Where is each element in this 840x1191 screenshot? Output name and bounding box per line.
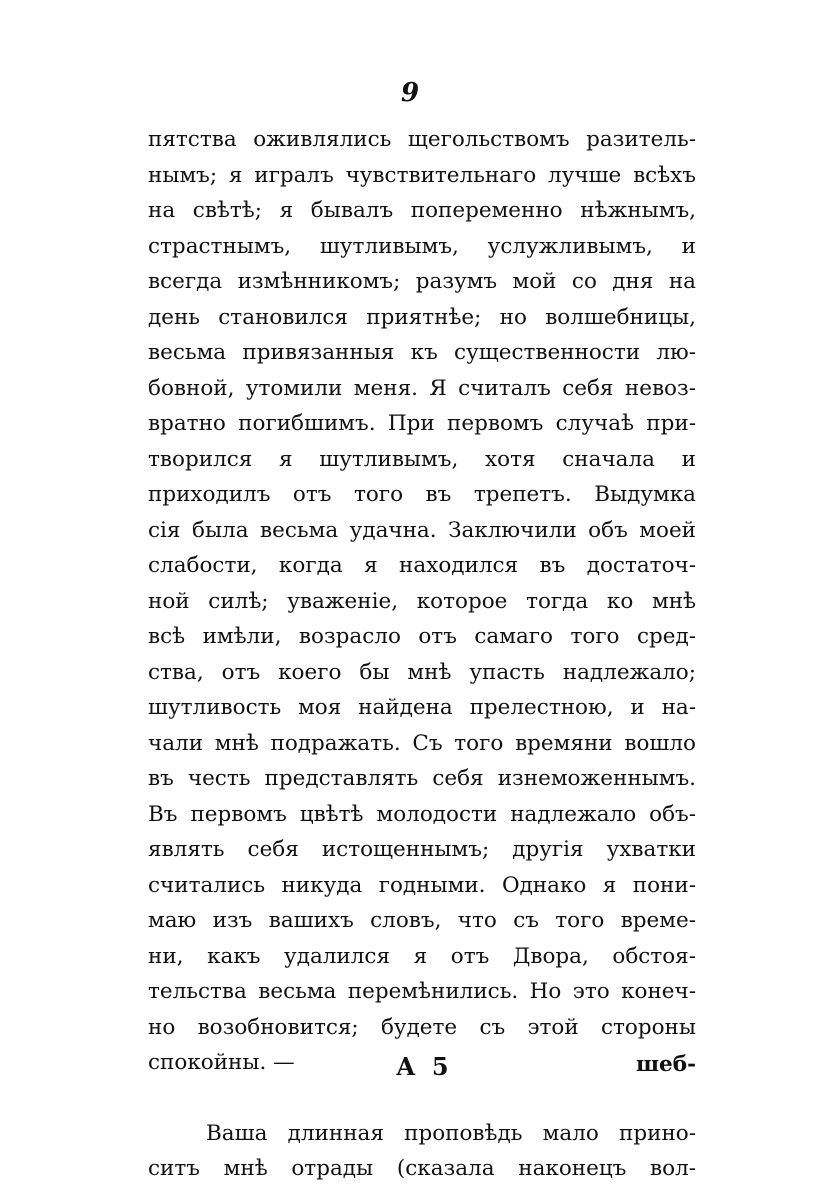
text-line: Въ первомъ цвѣтѣ молодости надлежало объ- (148, 801, 696, 827)
text-line: но возобновится; будете съ этой стороны (148, 1014, 696, 1040)
text-line: тельства весьма перемѣнились. Но это конеч- (148, 979, 696, 1004)
text-line: всѣ имѣли, возрасло отъ самаго того сред- (148, 624, 696, 649)
paragraph-1 (148, 122, 696, 1081)
paragraph-2 (148, 1116, 696, 1187)
text-line: ситъ мнѣ отрады (сказала наконецъ вол- (148, 1156, 696, 1181)
text-line: страстнымъ, шутливымъ, услужливымъ, и (148, 233, 696, 259)
text-line: пятства оживлялись щегольствомъ разитель- (148, 127, 696, 152)
page-footer (148, 1052, 696, 1088)
text-line: сія была весьма удачна. Заключили объ моей (148, 517, 696, 543)
text-line: вратно погибшимъ. При первомъ случаѣ при- (148, 411, 696, 436)
text-line: весьма привязанныя къ существенности лю- (148, 340, 696, 365)
text-line: ной силѣ; уваженіе, которое тогда ко мнѣ (148, 588, 696, 614)
text-line: творился я шутливымъ, хотя сначала и (148, 446, 696, 472)
text-line: являть себя истощеннымъ; другія ухватки (148, 837, 696, 862)
text-line: слабости, когда я находился въ достаточ- (148, 553, 696, 578)
catchword: шеб- (635, 1052, 696, 1077)
text-line: спокойны. — (148, 1050, 295, 1075)
text-line: всегда измѣнникомъ; разумъ мой со дня на (148, 269, 696, 294)
page-number: 9 (400, 78, 420, 108)
body-text (148, 122, 696, 1187)
signature-mark: А 5 (396, 1052, 453, 1081)
text-line: чали мнѣ подражать. Съ того времяни вошло (148, 730, 696, 756)
text-line: маю изъ вашихъ словъ, что съ того време- (148, 908, 696, 933)
text-line: считались никуда годными. Однако я пони- (148, 872, 696, 898)
text-line: Ваша длинная проповѣдь мало прино- (206, 1120, 696, 1146)
text-line: приходилъ отъ того въ трепетъ. Выдумка (148, 482, 696, 507)
text-line: ства, отъ коего бы мнѣ упасть надлежало; (148, 659, 696, 685)
text-line: нымъ; я игралъ чувствительнаго лучше всѣхъ (148, 162, 696, 188)
text-line: ни, какъ удалился я отъ Двора, обстоя- (148, 943, 696, 969)
text-line: шутливость моя найдена прелестною, и на- (148, 695, 696, 720)
text-line: въ честь представлять себя изнеможеннымъ. (148, 766, 696, 791)
text-line: на свѣтѣ; я бывалъ попеременно нѣжнымъ, (148, 198, 696, 223)
text-line: бовной, утомили меня. Я считалъ себя невоз- (148, 375, 696, 401)
text-line: день становился приятнѣе; но волшебницы, (148, 304, 696, 330)
